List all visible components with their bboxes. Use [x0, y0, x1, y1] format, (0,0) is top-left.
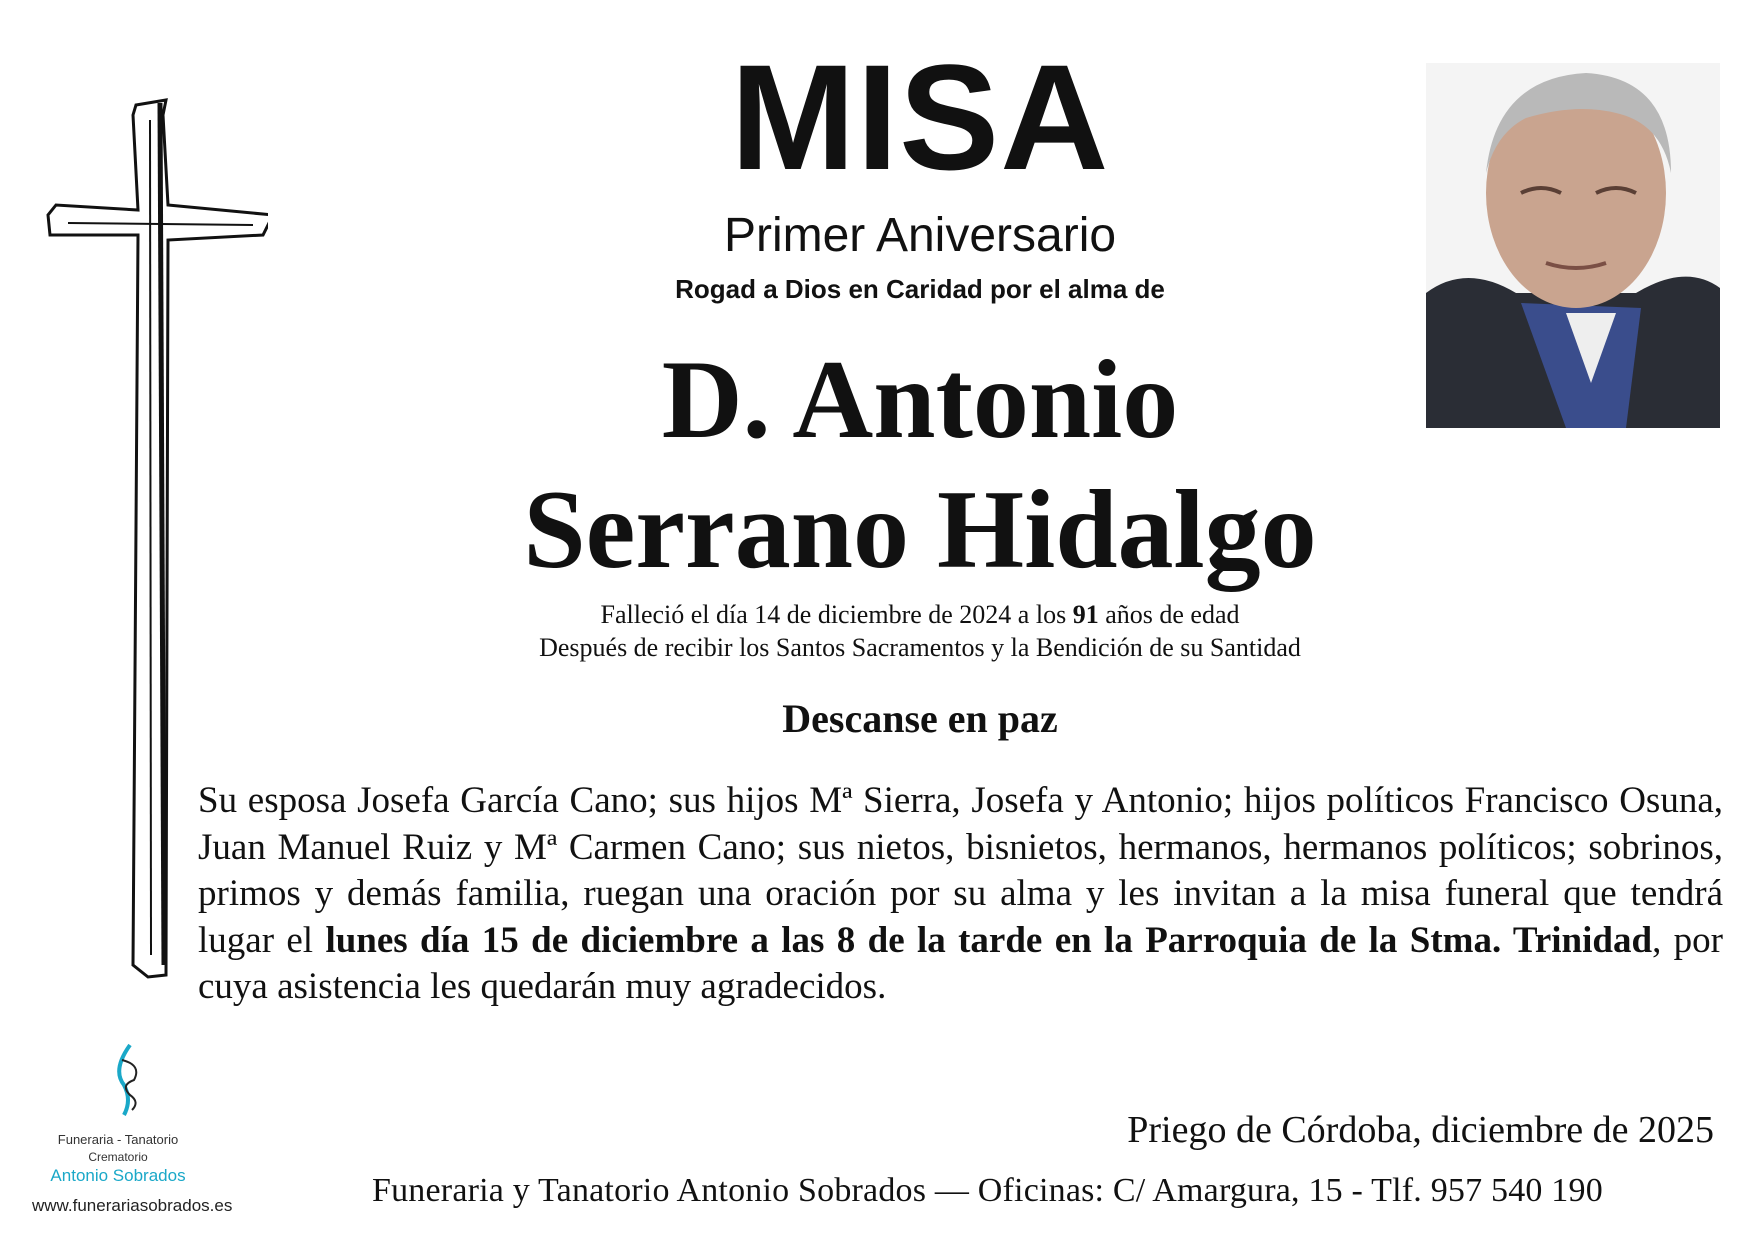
age: 91 [1072, 600, 1099, 629]
prayer-line: Rogad a Dios en Caridad por el alma de [675, 274, 1165, 304]
subtitle: Primer Aniversario [723, 209, 1117, 262]
footer-contact: Funeraria y Tanatorio Antonio Sobrados — Oficinas: C/ Amargura, 15 - Tlf. 957 540 190 [372, 1172, 1603, 1209]
rest-in-peace: Descanse en paz [782, 696, 1058, 741]
website-link[interactable]: www.funerariasobrados.es [32, 1196, 233, 1215]
page-title: MISA [730, 33, 1110, 201]
place-date: Priego de Córdoba, diciembre de 2025 [1127, 1109, 1714, 1151]
message-part-2: , por cuya asistencia les quedarán muy agradecidos. [198, 919, 1723, 1007]
death-date-line [0, 598, 1754, 631]
death-details [0, 598, 1754, 664]
logo-line-2: Crematorio [88, 1150, 148, 1164]
death-prefix: Falleció el día 14 de diciembre de 2024 a los [600, 600, 1073, 629]
name-line-1: D. Antonio [661, 338, 1179, 462]
funeral-home-logo [30, 1040, 233, 1240]
name-line-2: Serrano Hidalgo [523, 468, 1317, 592]
family-message [198, 778, 1723, 1011]
death-suffix: años de edad [1098, 600, 1240, 629]
logo-emblem-icon [102, 1040, 152, 1120]
message-part-1: Su esposa Josefa García Cano; sus hijos Mª Sierra, Josefa y Antonio; hijos políticos Francisco Osuna, Juan Manuel Ruiz y Mª Carmen Cano; sus nietos, bisnietos, hermanos, hermanos políticos; sobrinos, primos y demás familia, ruegan una oración por su alma y les invitan a la misa funeral que tendrá lugar el [198, 780, 1723, 961]
logo-line-1: Funeraria - Tanatorio [57, 1132, 179, 1147]
mass-details: lunes día 15 de diciembre a las 8 de la tarde en la Parroquia de la Stma. Trinidad [325, 919, 1653, 961]
sacraments-line: Después de recibir los Santos Sacramentos y la Bendición de su Santidad [539, 633, 1301, 662]
logo-line-3: Antonio Sobrados [50, 1166, 186, 1185]
portrait-photo [1426, 63, 1720, 428]
